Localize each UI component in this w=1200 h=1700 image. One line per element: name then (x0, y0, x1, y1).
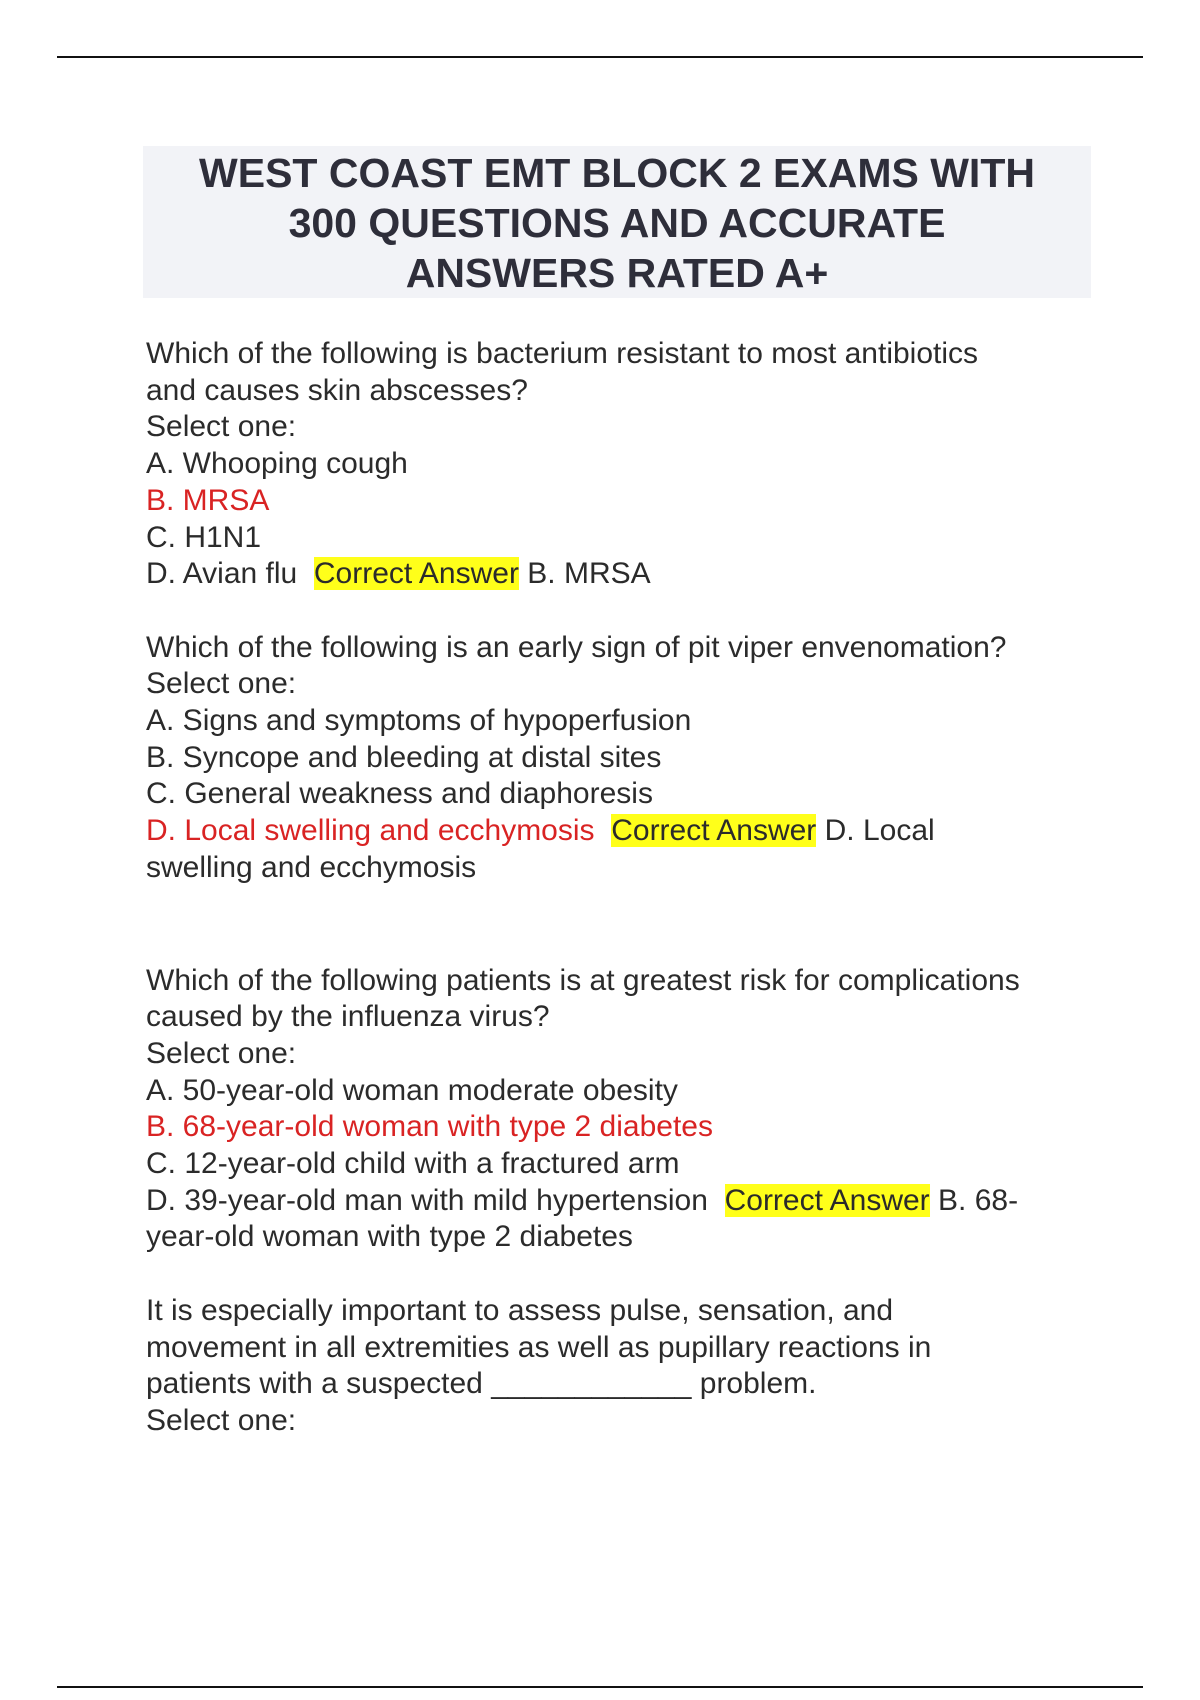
select-one-label: Select one: (146, 410, 297, 444)
question-2-option-a: A. Signs and symptoms of hypoperfusion (146, 704, 692, 738)
question-4-stem-line-1: It is especially important to assess pulse, sensation, and (146, 1293, 894, 1327)
select-one-label: Select one: (146, 667, 297, 701)
question-2-answer-part-1: D. Local (824, 814, 935, 848)
correct-answer-label: Correct Answer (724, 1183, 930, 1217)
select-one-label: Select one: (146, 1403, 297, 1437)
bottom-rule (57, 1686, 1143, 1688)
question-3-answer-part-1: B. 68- (938, 1183, 1019, 1217)
question-1-answer: B. MRSA (527, 557, 651, 591)
question-4-stem-line-2: movement in all extremities as well as pupillary reactions in (146, 1330, 932, 1364)
title-line-1: WEST COAST EMT BLOCK 2 EXAMS WITH (199, 150, 1035, 196)
question-3-option-d-line (146, 1183, 1106, 1220)
question-4 (146, 1293, 1106, 1440)
question-1-option-a: A. Whooping cough (146, 447, 408, 481)
document-title (143, 146, 1091, 298)
question-3-option-d: D. 39-year-old man with mild hypertension (146, 1183, 708, 1217)
question-2-stem: Which of the following is an early sign of pit viper envenomation? (146, 630, 1007, 664)
question-4-stem-line-3: patients with a suspected ____________ problem. (146, 1367, 817, 1401)
question-2-option-b: B. Syncope and bleeding at distal sites (146, 740, 662, 774)
correct-answer-label: Correct Answer (611, 814, 817, 848)
question-1-stem-line-1: Which of the following is bacterium resistant to most antibiotics (146, 337, 979, 370)
question-1 (146, 336, 1106, 593)
question-3-stem-line-2: caused by the influenza virus? (146, 1000, 550, 1034)
question-3-option-c: C. 12-year-old child with a fractured arm (146, 1147, 680, 1181)
question-1-option-b: B. MRSA (146, 483, 270, 517)
question-2-answer-part-2: swelling and ecchymosis (146, 850, 477, 884)
correct-answer-label: Correct Answer (313, 557, 519, 591)
question-2-option-c: C. General weakness and diaphoresis (146, 777, 653, 811)
question-3-option-b: B. 68-year-old woman with type 2 diabetes (146, 1110, 713, 1144)
title-line-2: 300 QUESTIONS AND ACCURATE (288, 200, 946, 246)
question-3-answer-part-2: year-old woman with type 2 diabetes (146, 1220, 633, 1254)
question-1-option-d: D. Avian flu (146, 557, 298, 591)
question-3 (146, 963, 1106, 1257)
question-1-stem-line-2: and causes skin abscesses? (146, 373, 528, 407)
select-one-label: Select one: (146, 1036, 297, 1070)
question-2-option-d: D. Local swelling and ecchymosis (146, 814, 595, 848)
top-rule (57, 56, 1143, 58)
question-2 (146, 630, 1106, 887)
question-1-option-d-line (146, 556, 1106, 593)
question-3-stem-line-1: Which of the following patients is at greatest risk for complications (146, 963, 1020, 997)
title-line-3: ANSWERS RATED A+ (405, 250, 829, 296)
question-1-option-c: C. H1N1 (146, 520, 262, 554)
question-list (146, 336, 1106, 1440)
question-2-option-d-line (146, 813, 1106, 850)
question-3-option-a: A. 50-year-old woman moderate obesity (146, 1073, 678, 1107)
